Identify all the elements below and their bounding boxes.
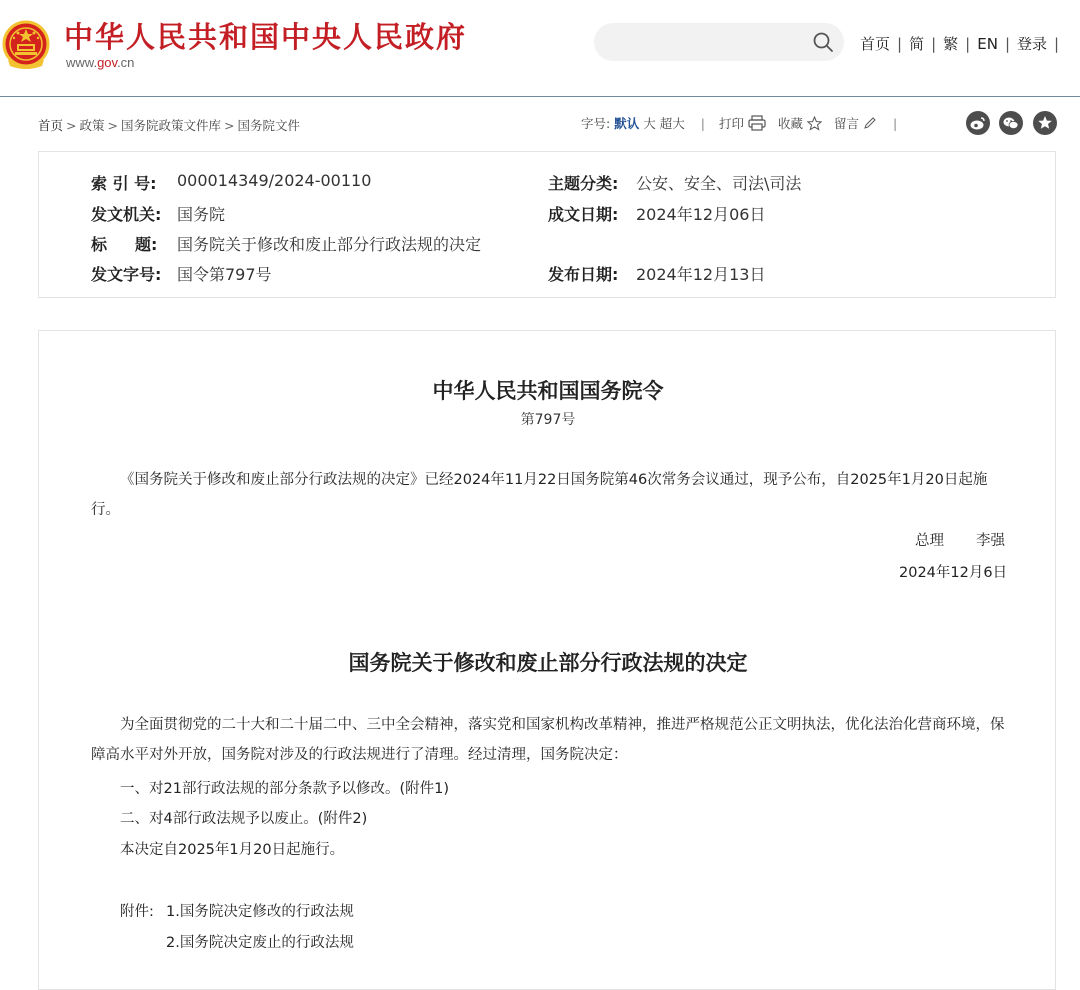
publish-date-label: 发布日期:: [548, 265, 619, 284]
toolbar-separator: |: [700, 115, 705, 131]
doc-no-label: 发文字号:: [91, 265, 162, 284]
pencil-icon: [863, 116, 877, 130]
breadcrumb-separator: >: [107, 118, 118, 133]
written-date-value: 2024年12月06日: [636, 205, 766, 224]
font-size-default[interactable]: 默认: [614, 116, 640, 131]
effective-date-line: 本决定自2025年1月20日起施行。: [120, 842, 345, 858]
document-meta-box: [38, 151, 1056, 298]
topic-label: 主题分类:: [548, 174, 619, 193]
font-size-xlarge[interactable]: 超大: [659, 116, 685, 131]
weibo-icon[interactable]: [966, 111, 990, 135]
link-separator: |: [965, 35, 971, 53]
search-icon[interactable]: [812, 31, 834, 53]
issuer-label: 发文机关:: [91, 205, 162, 224]
title-value: 国务院关于修改和废止部分行政法规的决定: [177, 235, 482, 254]
breadcrumb-policy-library[interactable]: 国务院政策文件库: [121, 118, 222, 133]
search-input[interactable]: [612, 31, 806, 55]
written-date-label: 成文日期:: [548, 205, 619, 224]
site-domain: [66, 55, 134, 70]
font-size-label: 字号:: [581, 116, 611, 131]
title-label-start: 标: [91, 235, 108, 254]
index-no-label: 索 引 号:: [91, 174, 157, 193]
decision-intro-text: 为全面贯彻党的二十大和二十届二中、三中全会精神，落实党和国家机构改革精神，推进严格规范公正文明执法，优化法治化营商环境，保障高水平对外开放，国务院对涉及的行政法规进行了清理。经过清理，国务院决定：: [91, 717, 1005, 763]
header-divider: [0, 96, 1080, 97]
star-share-icon[interactable]: [1033, 111, 1057, 135]
site-header: [0, 0, 1080, 96]
domain-brand: gov: [97, 55, 118, 70]
link-separator: |: [931, 35, 937, 53]
premier-title: 总理: [915, 533, 944, 549]
traditional-chinese-link[interactable]: 繁: [943, 35, 959, 53]
breadcrumb-state-council-docs[interactable]: 国务院文件: [237, 118, 301, 133]
favorite-label: 收藏: [778, 116, 804, 131]
font-size-large[interactable]: 大: [643, 116, 656, 131]
favorite-button[interactable]: [778, 114, 822, 132]
domain-suffix: .cn: [117, 55, 135, 70]
title-label-end: 题:: [135, 235, 158, 254]
decision-title: 国务院关于修改和废止部分行政法规的决定: [348, 651, 748, 675]
publish-date-value: 2024年12月13日: [636, 265, 766, 284]
order-number: 第797号: [520, 412, 576, 428]
attachment-label: 附件:: [120, 904, 154, 920]
top-links: [860, 33, 1066, 54]
index-no-value: 000014349/2024-00110: [177, 171, 372, 190]
premier-name: 李强: [976, 533, 1005, 549]
decision-intro-paragraph: [91, 710, 1005, 770]
comment-label: 留言: [834, 116, 860, 131]
print-label: 打印: [718, 116, 744, 131]
decision-item-1: 一、对21部行政法规的部分条款予以修改。(附件1): [120, 781, 449, 797]
home-link[interactable]: 首页: [860, 35, 891, 53]
article-toolbar: [581, 114, 897, 132]
wechat-icon[interactable]: [999, 111, 1023, 135]
order-body-text: 《国务院关于修改和废止部分行政法规的决定》已经2024年11月22日国务院第46次常务会议通过，现予公布，自2025年1月20日起施行。: [91, 472, 988, 518]
issuer-value: 国务院: [177, 205, 226, 224]
link-separator: |: [1054, 35, 1060, 53]
simplified-chinese-link[interactable]: 简: [909, 35, 925, 53]
print-button[interactable]: [719, 114, 766, 132]
topic-value: 公安、安全、司法\司法: [636, 174, 802, 193]
breadcrumb-home[interactable]: 首页: [38, 118, 64, 133]
attachment-1-link[interactable]: 1.国务院决定修改的行政法规: [166, 904, 354, 920]
login-link[interactable]: 登录: [1017, 35, 1048, 53]
attachment-2-link[interactable]: 2.国务院决定废止的行政法规: [166, 935, 354, 951]
order-paragraph: [91, 465, 1005, 525]
order-title: 中华人民共和国国务院令: [432, 379, 664, 403]
breadcrumb-separator: >: [224, 118, 235, 133]
printer-icon: [748, 115, 766, 131]
link-separator: |: [897, 35, 903, 53]
sign-date: 2024年12月6日: [899, 565, 1008, 581]
link-separator: |: [1004, 35, 1010, 53]
comment-button[interactable]: [834, 114, 877, 132]
site-title[interactable]: 中华人民共和国中央人民政府: [64, 20, 468, 54]
domain-prefix: www.: [66, 55, 98, 70]
english-link[interactable]: EN: [977, 35, 998, 53]
article-body: [38, 330, 1056, 990]
breadcrumb-policy[interactable]: 政策: [79, 118, 105, 133]
decision-item-2: 二、对4部行政法规予以废止。(附件2): [120, 811, 368, 827]
toolbar-separator: |: [893, 115, 898, 131]
breadcrumb-separator: >: [66, 118, 77, 133]
breadcrumb: [38, 116, 300, 134]
search-box: [594, 23, 844, 61]
star-outline-icon: [807, 116, 822, 131]
doc-no-value: 国令第797号: [177, 265, 272, 284]
national-emblem-icon[interactable]: [2, 20, 50, 70]
